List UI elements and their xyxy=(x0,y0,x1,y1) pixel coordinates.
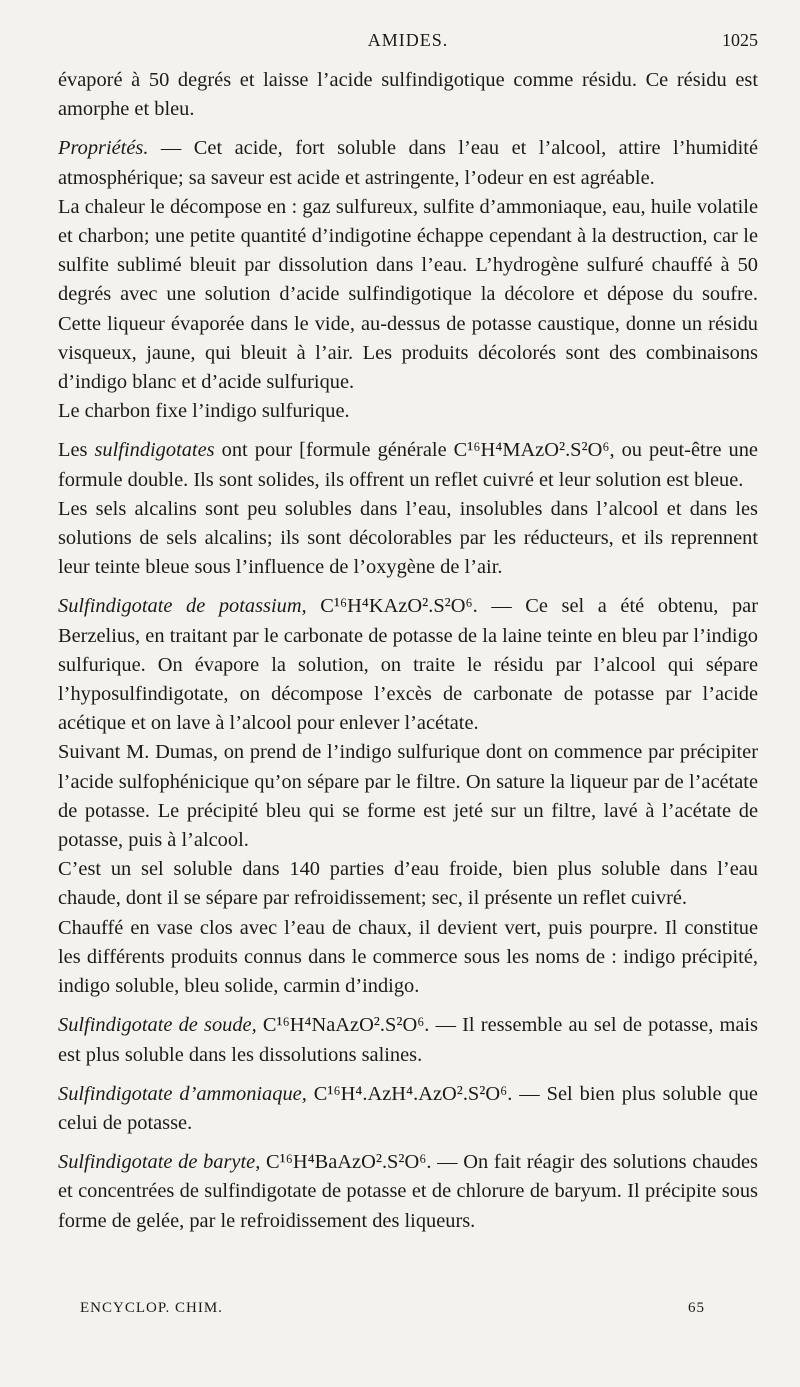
paragraph: La chaleur le décompose en : gaz sulfureux, sulfite d’ammoniaque, eau, huile volatile et charbon; une petite quantité d’indigotine échappe cependant à la destruction, car le sulfite sublimé bleuit par dissolution dans l’eau. L’hydrogène sulfuré chauffé à 50 degrés avec une solution d’acide sulfindigotique la décolore et dépose du soufre. Cette liqueur évaporée dans le vide, au-dessus de potasse caustique, donne un résidu visqueux, jaune, qui bleuit à l’air. Les produits décolorés sont des combinaisons d’indigo blanc et d’acide sulfurique. xyxy=(58,195,758,394)
paragraph: Les sels alcalins sont peu solubles dans l’eau, insolubles dans l’alcool et dans les solutions de sels alcalins; ils sont décolorables par les réducteurs, et ils reprennent leur teinte bleue sous l’influence de l’oxygène de l’air. xyxy=(58,497,758,579)
paragraph: Le charbon fixe l’indigo sulfurique. xyxy=(58,400,350,423)
section-lead: sulfindigotates xyxy=(94,439,215,462)
paragraph: Les sulfindigotates ont pour [formule générale C¹⁶H⁴MAzO².S²O⁶, ou peut-être une formule double. Ils sont solides, ils offrent un reflet cuivré et leur solution est bleue. xyxy=(58,439,758,491)
paragraph: Sulfindigotate d’ammoniaque, C¹⁶H⁴.AzH⁴.AzO².S²O⁶. — Sel bien plus soluble que celui de potasse. xyxy=(58,1082,758,1134)
section-lead: Sulfindigotate d’ammoniaque, xyxy=(58,1082,307,1105)
paragraph: Propriétés. — Cet acide, fort soluble dans l’eau et l’alcool, attire l’humidité atmosphérique; sa saveur est acide et astringente, l’odeur en est agréable. xyxy=(58,137,758,189)
page-footer xyxy=(80,1300,705,1324)
paragraph: évaporé à 50 degrés et laisse l’acide sulfindigotique comme résidu. Ce résidu est amorphe et bleu. xyxy=(58,69,758,121)
paragraph: C’est un sel soluble dans 140 parties d’eau froide, bien plus soluble dans l’eau chaude, dont il se sépare par refroidissement; sec, il présente un reflet cuivré. xyxy=(58,858,758,910)
section-lead: Sulfindigotate de potassium, xyxy=(58,595,307,618)
footer-sheet-number: 65 xyxy=(688,1300,705,1316)
paragraph: Chauffé en vase clos avec l’eau de chaux, il devient vert, puis pourpre. Il constitue les différents produits connus dans le commerce sous les noms de : indigo précipité, indigo soluble, bleu solide, carmin d’indigo. xyxy=(58,916,758,998)
section-lead: Propriétés. xyxy=(58,137,149,160)
paragraph: Sulfindigotate de baryte, C¹⁶H⁴BaAzO².S²O⁶. — On fait réagir des solutions chaudes et concentrées de sulfindigotate de potasse et de chlorure de baryum. Il précipite sous forme de gelée, par le refroidissement des liqueurs. xyxy=(58,1151,758,1232)
running-header xyxy=(58,30,758,56)
section-lead: Sulfindigotate de baryte, xyxy=(58,1151,261,1174)
body-text xyxy=(58,66,758,1236)
paragraph: Sulfindigotate de potassium, C¹⁶H⁴KAzO².S²O⁶. — Ce sel a été obtenu, par Berzelius, en traitant par le carbonate de potasse de la laine teinte en bleu par l’indigo sulfurique. On évapore la solution, on traite le résidu par l’alcool qui sépare l’hyposulfindigotate, on décompose l’excès de carbonate de potasse par l’acide acétique et on lave à l’alcool pour enlever l’acétate. xyxy=(58,595,759,735)
header-title: AMIDES. xyxy=(367,30,449,50)
page-number: 1025 xyxy=(722,30,758,50)
paragraph: Suivant M. Dumas, on prend de l’indigo sulfurique dont on commence par précipiter l’acide sulfophénicique qu’on sépare par le filtre. On sature la liqueur par de l’acétate de potasse. Le précipité bleu qui se forme est jeté sur un filtre, lavé à l’acétate de potasse, puis à l’alcool. xyxy=(58,741,758,852)
paragraph: Sulfindigotate de soude, C¹⁶H⁴NaAzO².S²O⁶. — Il ressemble au sel de potasse, mais est plus soluble dans les dissolutions salines. xyxy=(58,1014,758,1066)
footer-signature: ENCYCLOP. CHIM. xyxy=(80,1300,223,1316)
section-lead: Sulfindigotate de soude, xyxy=(58,1014,257,1037)
